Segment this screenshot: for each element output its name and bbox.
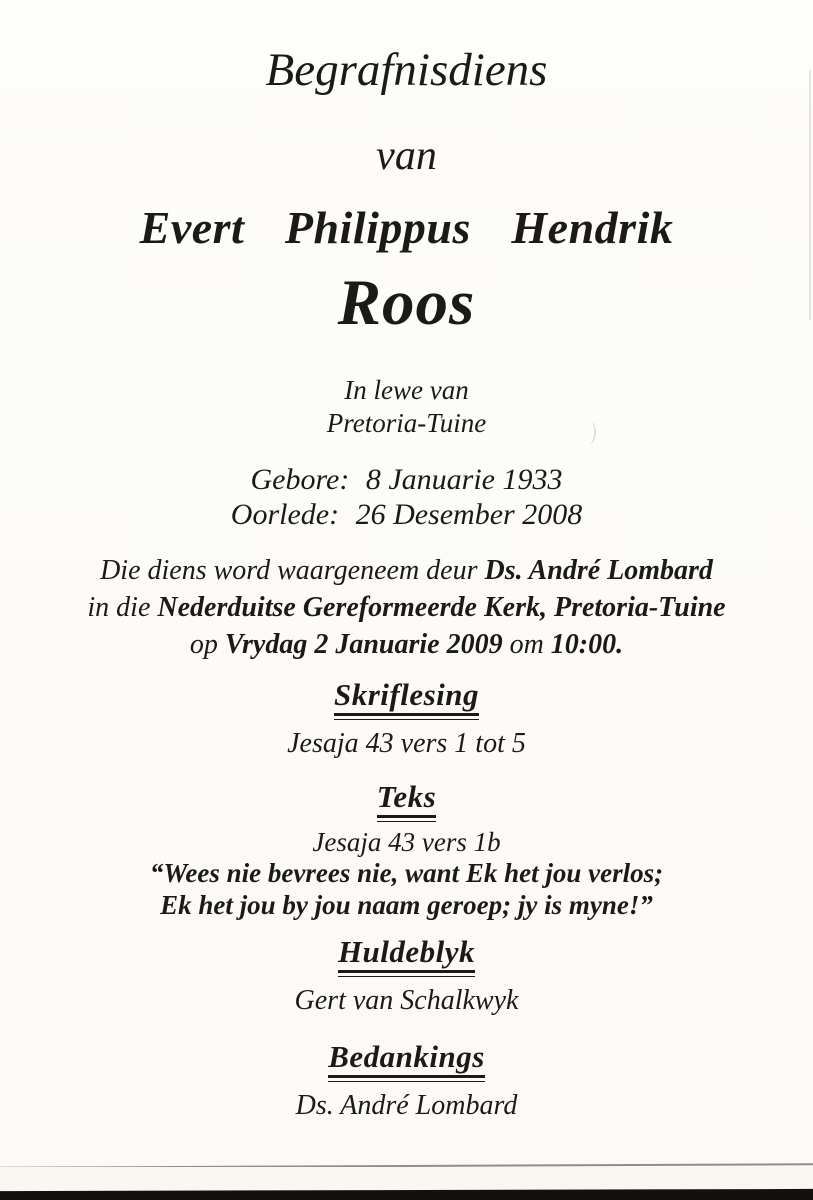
scripture-quote-line2: Ek het jou by jou naam geroep; jy is myne!” — [160, 890, 653, 920]
deceased-first-names: Evert Philippus Hendrik — [139, 202, 674, 253]
service-details-line2 — [0, 593, 813, 622]
in-life-label: In lewe van — [344, 375, 469, 405]
church-name: Nederduitse Gereformeerde Kerk, Pretoria-Tuine — [157, 592, 726, 623]
service-details-line1 — [0, 556, 813, 585]
thanks-heading — [0, 1041, 813, 1082]
scan-black-bar — [0, 1189, 813, 1200]
minister-name: Ds. André Lombard — [484, 555, 713, 586]
scripture-reading-heading — [0, 679, 813, 720]
death-date-value: 26 Desember 2008 — [355, 498, 583, 531]
tribute-name: Gert van Schalkwyk — [294, 985, 519, 1016]
service-type-title: Begrafnisdiens — [265, 44, 548, 96]
tribute-heading — [0, 936, 813, 977]
service-details-line3 — [0, 630, 813, 659]
text-heading — [0, 781, 813, 822]
service-details-text2: in die — [87, 592, 158, 623]
connector-word: van — [376, 133, 437, 179]
service-time: 10:00. — [550, 629, 624, 660]
thanks-heading-text: Bedankings — [328, 1041, 485, 1078]
residence: Pretoria-Tuine — [326, 408, 487, 438]
scripture-quote-line1: “Wees nie bevrees nie, want Ek het jou verlos; — [149, 858, 664, 888]
service-details-text1: Die diens word waargeneem deur — [100, 555, 485, 586]
service-date: Vrydag 2 Januarie 2009 — [224, 629, 503, 660]
scripture-reading-heading-text: Skriflesing — [334, 679, 479, 716]
text-reference: Jesaja 43 vers 1b — [312, 827, 501, 857]
service-details-text4: om — [502, 629, 551, 660]
scan-right-edge-artifact — [809, 70, 811, 320]
birth-date-value: 8 Januarie 1933 — [365, 463, 563, 496]
death-date-label: Oorlede: — [230, 498, 340, 531]
thanks-name: Ds. André Lombard — [295, 1090, 518, 1121]
tribute-heading-text: Huldeblyk — [338, 936, 475, 973]
birth-date-line — [0, 464, 813, 496]
birth-date-label: Gebore: — [250, 463, 350, 496]
death-date-line — [0, 499, 813, 531]
scripture-reading-reference: Jesaja 43 vers 1 tot 5 — [287, 728, 526, 759]
deceased-surname: Roos — [337, 267, 476, 339]
service-details-text3: op — [189, 629, 225, 660]
text-heading-text: Teks — [377, 781, 436, 818]
scan-smudge-artifact — [585, 422, 597, 445]
